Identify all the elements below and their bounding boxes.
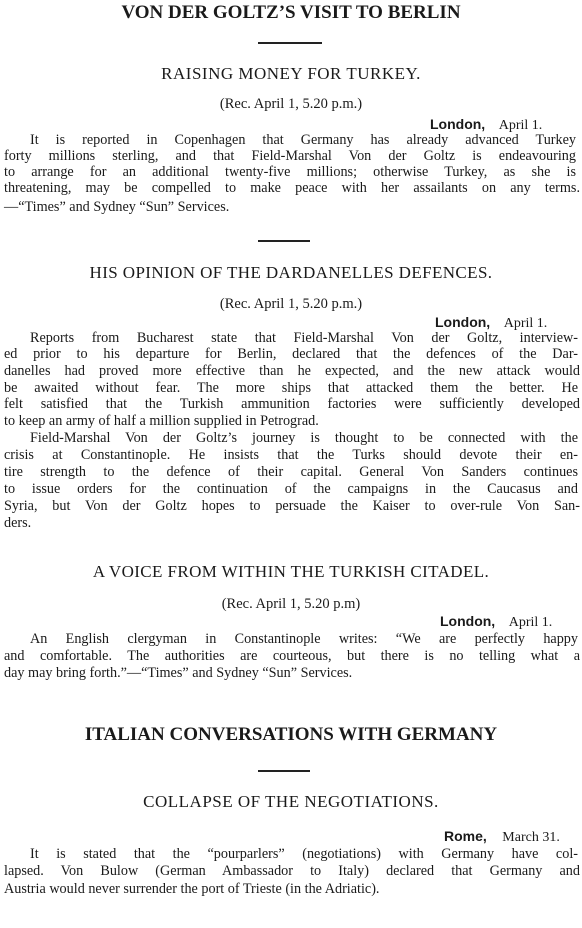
body-line: to issue orders for the continuation of the campaigns in the Caucasus and: [4, 481, 578, 497]
subheadline-dardanelles: HIS OPINION OF THE DARDANELLES DEFENCES.: [89, 263, 493, 282]
received-time: (Rec. April 1, 5.20 p.m.): [219, 96, 363, 112]
body-line: Austria would never surrender the port of Trieste (in the Adriatic).: [4, 881, 380, 897]
body-line: day may bring forth.”—“Times” and Sydney “Sun” Services.: [4, 665, 353, 681]
dateline-date: April 1.: [498, 118, 543, 133]
body-line: lapsed. Von Bulow (German Ambassador to Italy) declared that Germany and: [4, 863, 580, 879]
dateline: [444, 828, 560, 846]
body-line: Reports from Bucharest state that Field-Marshal Von der Goltz, interview-: [30, 330, 578, 346]
body-line: to keep an army of half a million supplied in Petrograd.: [4, 413, 319, 429]
received-time: (Rec. April 1, 5.20 p.m): [221, 596, 361, 612]
body-line: crisis at Constantinople. He insists that the Turks should devote their en-: [4, 447, 578, 463]
divider: [258, 240, 310, 242]
body-line: forty millions sterling, and that Field-Marshal Von der Goltz is endeavouring: [4, 148, 576, 164]
subheadline-turkish-citadel: A VOICE FROM WITHIN THE TURKISH CITADEL.: [92, 562, 490, 581]
dateline: [440, 613, 552, 631]
dateline-date: March 31.: [502, 830, 560, 845]
dateline-place: London,: [440, 613, 496, 629]
headline-goltz-visit: VON DER GOLTZ’S VISIT TO BERLIN: [121, 2, 461, 23]
dateline-place: London,: [430, 116, 486, 132]
body-line: threatening, may be compelled to make peace with her assailants on any terms.: [4, 180, 580, 196]
body-line: ed prior to his departure for Berlin, declared that the defences of the Dar-: [4, 346, 578, 362]
body-line: and comfortable. The authorities are courteous, but there is no telling what a: [4, 648, 580, 664]
body-line: be awaited without fear. The more ships that attacked them the better. He: [4, 380, 578, 396]
divider: [258, 42, 322, 44]
body-line: It is reported in Copenhagen that Germany has already advanced Turkey: [30, 132, 576, 148]
body-line: felt satisfied that the Turkish ammunition factories were sufficiently developed: [4, 396, 580, 412]
body-line: ders.: [4, 515, 32, 531]
received-time: (Rec. April 1, 5.20 p.m.): [219, 296, 363, 312]
subheadline-raising-money: RAISING MONEY FOR TURKEY.: [161, 64, 421, 83]
body-line: to arrange for an additional twenty-five millions; otherwise Turkey, as she is: [4, 164, 576, 180]
body-line: Field-Marshal Von der Goltz’s journey is thought to be connected with the: [30, 430, 578, 446]
body-line: —“Times” and Sydney “Sun” Services.: [4, 199, 230, 215]
dateline-date: April 1.: [503, 316, 548, 331]
dateline-date: April 1.: [508, 615, 553, 630]
subheadline-collapse: COLLAPSE OF THE NEGOTIATIONS.: [143, 792, 439, 811]
body-line: An English clergyman in Constantinople writes: “We are perfectly happy: [30, 631, 578, 647]
body-line: tire strength to the defence of their capital. General Von Sanders continues: [4, 464, 578, 480]
body-line: It is stated that the “pourparlers” (negotiations) with Germany have col-: [30, 846, 578, 862]
body-line: danelles had proved more effective than he expected, and the new attack would: [4, 363, 580, 379]
dateline-place: Rome,: [444, 828, 487, 844]
body-line: Syria, but Von der Goltz hopes to persuade the Kaiser to over-rule Von San-: [4, 498, 580, 514]
divider: [258, 770, 310, 772]
dateline-place: London,: [435, 314, 491, 330]
headline-italian-conversations: ITALIAN CONVERSATIONS WITH GERMANY: [84, 724, 498, 745]
